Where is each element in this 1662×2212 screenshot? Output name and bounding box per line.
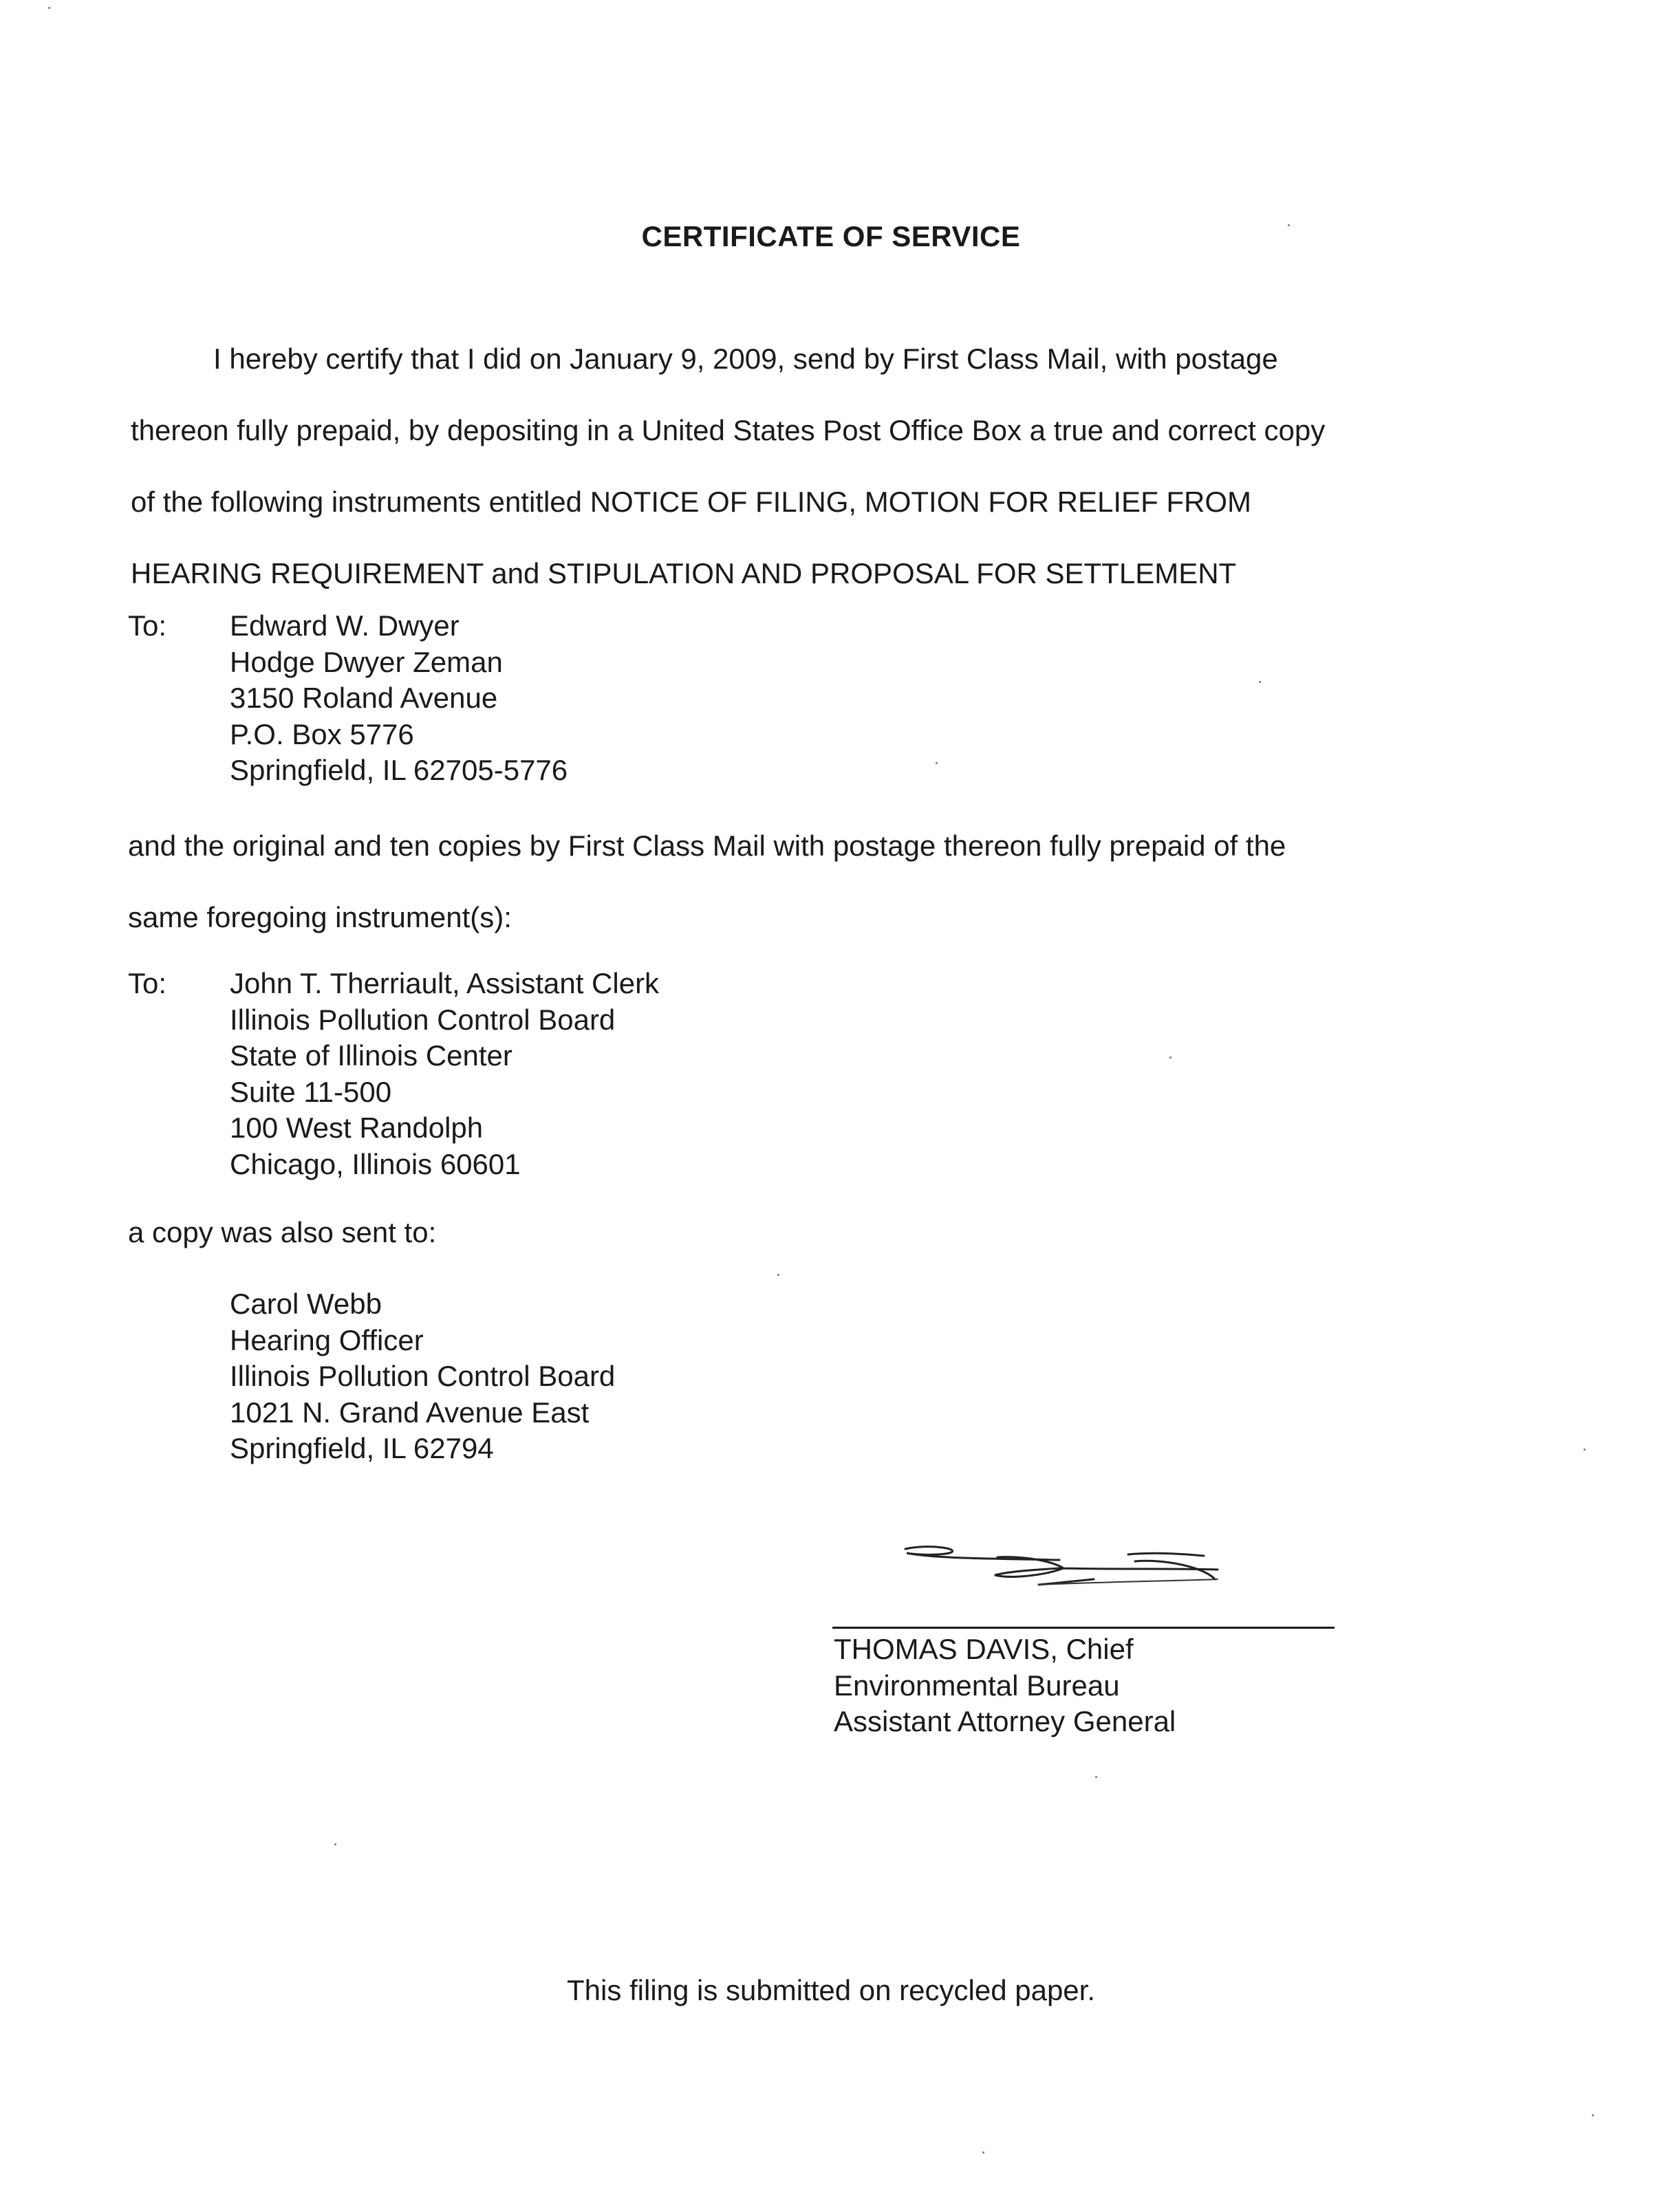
handwritten-signature	[832, 1513, 1341, 1637]
scan-speck	[1259, 681, 1261, 683]
scan-speck	[1592, 2114, 1594, 2116]
copy-note: a copy was also sent to:	[128, 1216, 437, 1248]
certification-line: thereon fully prepaid, by depositing in a United States Post Office Box a true and correct copy	[131, 414, 1326, 446]
footer-note: This filing is submitted on recycled paper.	[566, 1974, 1096, 2006]
signature-icon	[832, 1513, 1341, 1637]
recipient-1-label: To:	[128, 609, 167, 642]
scan-speck	[48, 7, 50, 9]
signature-rule	[832, 1627, 1335, 1629]
document-title: CERTIFICATE OF SERVICE	[641, 220, 1021, 252]
certification-line: of the following instruments entitled NOTICE OF FILING, MOTION FOR RELIEF FROM	[131, 486, 1252, 518]
address-line: Edward W. Dwyer	[230, 609, 460, 642]
scan-speck	[936, 762, 938, 764]
address-line: Chicago, Illinois 60601	[230, 1147, 521, 1180]
address-line: Hodge Dwyer Zeman	[230, 645, 503, 678]
signature-block	[834, 1631, 1176, 1740]
scan-speck	[334, 1843, 336, 1845]
address-line: Springfield, IL 62705-5776	[230, 754, 568, 787]
paragraph-line: same foregoing instrument(s):	[128, 901, 512, 933]
address-line: 100 West Randolph	[230, 1112, 484, 1145]
signer-line: THOMAS DAVIS, Chief	[834, 1633, 1134, 1665]
scan-speck	[1095, 1776, 1097, 1778]
address-line: Illinois Pollution Control Board	[230, 1003, 616, 1036]
address-line: Carol Webb	[230, 1288, 382, 1320]
recipient-2-address	[230, 966, 659, 1183]
certification-line: I hereby certify that I did on January 9, 2009, send by First Class Mail, with postage	[213, 343, 1278, 375]
address-line: Illinois Pollution Control Board	[230, 1360, 616, 1393]
address-line: P.O. Box 5776	[230, 717, 414, 750]
address-line: John T. Therriault, Assistant Clerk	[230, 967, 660, 999]
address-line: Springfield, IL 62794	[230, 1432, 494, 1465]
signer-line: Environmental Bureau	[834, 1669, 1120, 1702]
certification-paragraph	[131, 323, 1438, 609]
scan-speck	[1288, 224, 1290, 226]
paragraph-line: and the original and ten copies by First Class Mail with postage thereon fully prepaid of the	[128, 830, 1286, 862]
recipient-3-address	[230, 1286, 615, 1467]
address-line: Hearing Officer	[230, 1323, 424, 1356]
recipient-2-label: To:	[128, 967, 167, 999]
recipient-1-address	[230, 608, 568, 789]
address-line: 1021 N. Grand Avenue East	[230, 1396, 590, 1429]
scan-speck	[1584, 1449, 1586, 1451]
scan-speck	[777, 1274, 779, 1276]
address-line: State of Illinois Center	[230, 1039, 512, 1072]
signer-line: Assistant Attorney General	[834, 1705, 1176, 1738]
address-line: 3150 Roland Avenue	[230, 682, 498, 715]
original-copies-paragraph	[128, 810, 1286, 953]
scan-speck	[982, 2151, 984, 2154]
address-line: Suite 11-500	[230, 1075, 392, 1108]
certification-line: HEARING REQUIREMENT and STIPULATION AND PROPOSAL FOR SETTLEMENT	[131, 557, 1237, 589]
scan-speck	[1169, 1056, 1172, 1059]
